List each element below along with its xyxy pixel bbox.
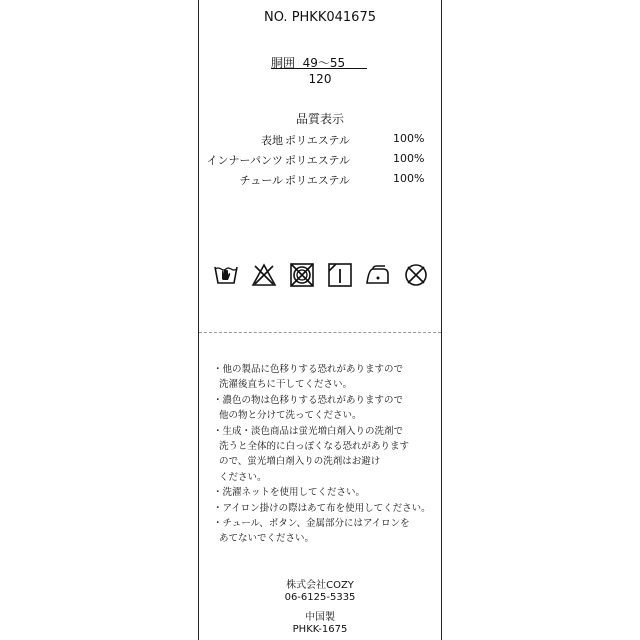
fabric-percent: 100% (393, 172, 425, 185)
note-line: 他の物と分けて洗ってください。 (219, 410, 362, 422)
size-label: 胴囲 (271, 56, 296, 70)
note-line: ・チュール、ボタン、金属部分にはアイロンを (213, 518, 410, 530)
section-divider (199, 332, 441, 333)
size-value: 120 (308, 72, 332, 86)
note-line: ・濃色の物は色移りする恐れがありますので (213, 394, 404, 406)
drip-dry-shade-icon (327, 262, 353, 288)
fabric-material: ポリエステル (285, 174, 351, 187)
hand-wash-icon (213, 262, 239, 288)
fabric-part: インナーパンツ (206, 154, 283, 167)
care-label (198, 0, 442, 640)
company-name: 株式会社COZY (286, 580, 354, 591)
fabric-part: チュール (239, 174, 283, 187)
fabric-percent: 100% (393, 152, 425, 165)
fabric-part: 表地 (261, 134, 283, 147)
note-line: ください。 (219, 471, 267, 483)
low-iron-icon (365, 262, 391, 288)
note-line: ・他の製品に色移りする恐れがありますので (213, 364, 404, 375)
fabric-percent: 100% (393, 132, 425, 145)
note-line: ・生成・淡色商品は蛍光増白剤入りの洗剤で (213, 425, 404, 437)
care-icons (211, 262, 433, 290)
fabric-material: ポリエステル (285, 154, 351, 167)
size-range: 49〜55 (302, 56, 346, 70)
country-of-origin: 中国製 (305, 612, 335, 623)
no-bleach-icon (251, 262, 277, 288)
fabric-row (199, 152, 441, 168)
fabric-material: ポリエステル (285, 134, 351, 147)
fabric-row (199, 132, 441, 148)
company-phone: 06-6125-5335 (284, 592, 356, 603)
note-line: 洗濯後直ちに干してください。 (219, 379, 353, 391)
no-dry-clean-icon (403, 262, 429, 288)
note-line: ので、蛍光増白剤入りの洗剤はお避け (219, 456, 381, 468)
product-code: PHKK-1675 (292, 624, 348, 635)
note-line: ・アイロン掛けの際はあて布を使用してください。 (213, 502, 431, 514)
no-tumble-dry-icon (289, 262, 315, 288)
care-notes (213, 362, 433, 547)
note-line: ・洗濯ネットを使用してください。 (213, 487, 366, 499)
fabric-row (199, 172, 441, 188)
product-number: NO. PHKK041675 (264, 10, 376, 25)
quality-title: 品質表示 (295, 112, 344, 126)
size-divider (271, 68, 367, 69)
note-line: あてないでください。 (219, 533, 315, 545)
note-line: 洗うと全体的に白っぽくなる恐れがあります (219, 441, 410, 453)
